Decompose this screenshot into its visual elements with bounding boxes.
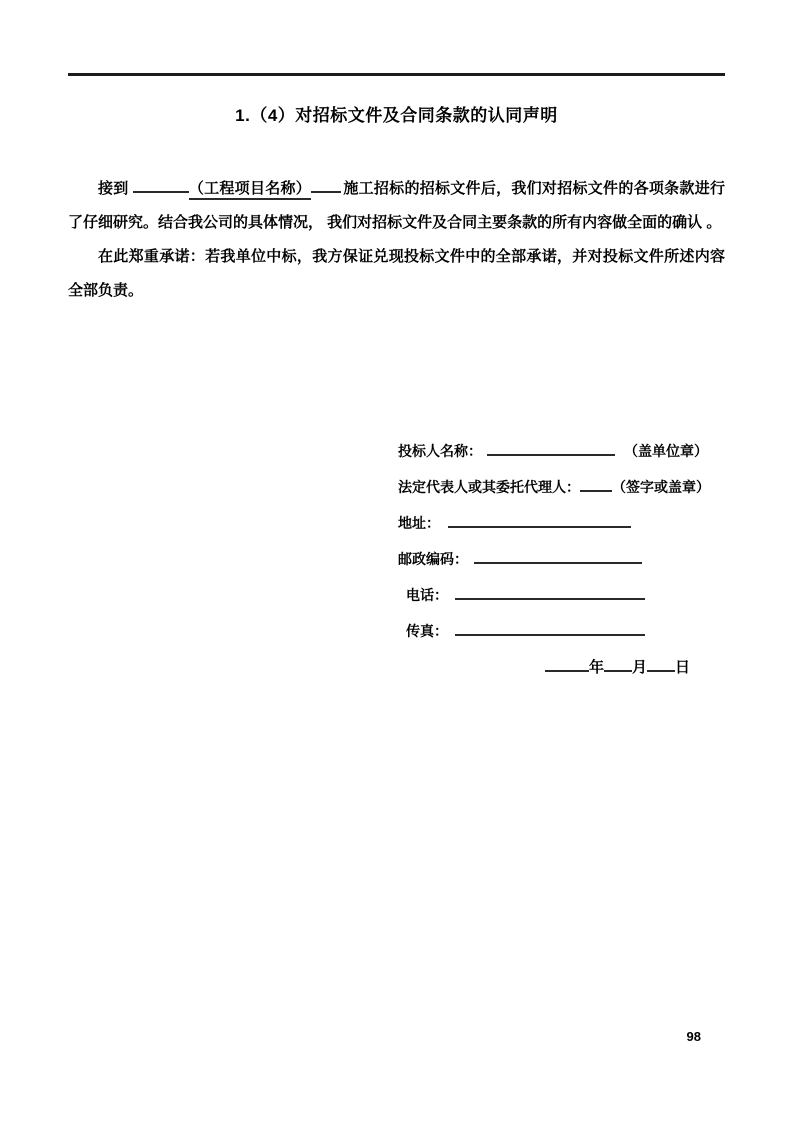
p1-lead: 接到 — [98, 180, 129, 197]
bidder-name-blank — [487, 441, 615, 456]
body-text — [68, 172, 725, 308]
fax-blank — [455, 621, 645, 636]
p2-text: 在此郑重承诺：若我单位中标，我方保证兑现投标文件中的全部承诺，并对投标文件所述内容全部负责。 — [68, 248, 725, 299]
legal-rep-label: 法定代表人或其委托代理人： — [398, 479, 580, 495]
date-day-label: 日 — [674, 659, 690, 676]
signature-row-phone — [398, 577, 730, 613]
postcode-blank — [474, 549, 642, 564]
document-title: 1.（4）对招标文件及合同条款的认同声明 — [235, 106, 558, 125]
header-rule — [68, 73, 725, 76]
signature-row-bidder-name — [398, 433, 730, 469]
project-name-blank-left — [133, 178, 189, 193]
legal-rep-blank — [580, 477, 612, 492]
signature-row-postcode — [398, 541, 730, 577]
address-label: 地址： — [398, 515, 440, 531]
project-name-placeholder: （工程项目名称） — [189, 180, 312, 200]
phone-label: 电话： — [406, 587, 448, 603]
signature-row-address — [398, 505, 730, 541]
paragraph-1 — [68, 172, 725, 240]
date-year-blank — [545, 657, 589, 672]
fax-label: 传真： — [406, 623, 448, 639]
page-number: 98 — [686, 1029, 701, 1044]
signature-row-legal-rep — [398, 469, 730, 505]
date-day-blank — [647, 657, 675, 672]
phone-blank — [455, 585, 645, 600]
date-month-label: 月 — [631, 659, 647, 676]
address-blank — [448, 513, 631, 528]
signature-row-fax — [398, 613, 730, 649]
date-month-blank — [604, 657, 632, 672]
legal-rep-suffix: （签字或盖章） — [612, 479, 710, 495]
date-line — [398, 650, 730, 686]
bidder-name-label: 投标人名称： — [398, 443, 482, 459]
project-name-blank-right — [311, 178, 341, 193]
paragraph-2 — [68, 240, 725, 308]
postcode-label: 邮政编码： — [398, 551, 468, 567]
signature-block — [398, 433, 730, 686]
date-year-label: 年 — [588, 659, 604, 676]
p1-after: 施工招标的招标文件后，我们对招标文件的各项条款进行了仔细研究。结合我公司的具体情况， 我们对招标文件及合同主要条款的所有内容做全面的确认 。 — [68, 180, 725, 231]
bidder-name-suffix: （盖单位章） — [624, 443, 708, 459]
